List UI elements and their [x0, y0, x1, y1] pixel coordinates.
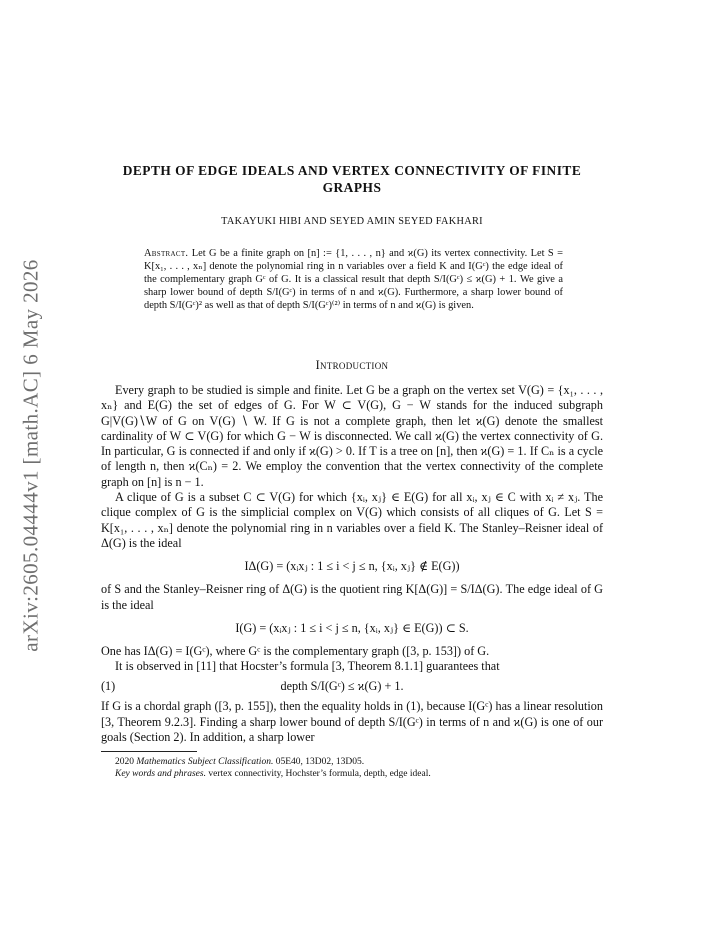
intro-paragraph-6: If G is a chordal graph ([3, p. 155]), then the equality holds in (1), because I(Gᶜ) has a linear resolution [3, Theorem 9.2.3]. Finding a sharp lower bound of depth S/I(Gᶜ) in terms of n and ϰ(G) is one of our goals (Section 2). In addition, a sharp lower [101, 699, 603, 745]
footnote-msc-year: 2020 [115, 757, 134, 768]
footnote-keywords-text: vertex connectivity, Hochster’s formula, depth, edge ideal. [208, 769, 431, 780]
abstract-label: Abstract. [144, 248, 189, 259]
intro-paragraph-4: One has IΔ(G) = I(Gᶜ), where Gᶜ is the complementary graph ([3, p. 153]) of G. [101, 643, 490, 658]
equation-1-number: (1) [101, 679, 116, 694]
abstract [144, 247, 563, 312]
arxiv-stamp-text: arXiv:2605.04444v1 [math.AC] 6 May 2026 [18, 258, 43, 652]
footnote-keywords [101, 768, 603, 780]
footnote-msc-codes: 05E40, 13D02, 13D05. [275, 757, 365, 768]
arxiv-stamp [8, 245, 54, 665]
footnote-keywords-label: Key words and phrases. [115, 769, 206, 780]
intro-paragraph-2: A clique of G is a subset C ⊂ V(G) for which {xᵢ, xⱼ} ∈ E(G) for all xᵢ, xⱼ ∈ C with xᵢ ≠ xⱼ. The clique complex of G is the simplicial complex on V(G) which consists of all cliques of G. Let S = K[x₁, . . . , xₙ] denote the polynomial ring in n variables over a field K. The Stanley–Reisner ideal of Δ(G) is the ideal [101, 490, 603, 550]
footnote-msc-label: Mathematics Subject Classification. [136, 757, 274, 768]
equation-1-body: depth S/I(Gᶜ) ≤ ϰ(G) + 1. [280, 679, 404, 694]
paper-page [101, 162, 603, 780]
intro-paragraph-5: It is observed in [11] that Hocster’s formula [3, Theorem 8.1.1] guarantees that [115, 659, 500, 674]
abstract-text: Let G be a finite graph on [n] := {1, . . . , n} and ϰ(G) its vertex connectivity. Let S = K[x₁, . . . , xₙ] denote the polynomial ring in n variables over a field K and I(Gᶜ) the edge ideal of the complementary graph Gᶜ of G. It is a classical result that depth S/I(Gᶜ) ≤ ϰ(G) + 1. We give a sharp lower bound of depth S/I(Gᶜ) in terms of n and ϰ(G). Furthermore, a sharp lower bound of depth S/I(Gᶜ)² as well as that of depth S/I(Gᶜ)⁽²⁾ in terms of n and ϰ(G) is given. [144, 248, 563, 311]
paper-title: DEPTH OF EDGE IDEALS AND VERTEX CONNECTIVITY OF FINITE GRAPHS [122, 163, 582, 195]
paper-authors: TAKAYUKI HIBI AND SEYED AMIN SEYED FAKHARI [221, 216, 483, 227]
equation-stanley-reisner-ideal: IΔ(G) = (xᵢxⱼ : 1 ≤ i < j ≤ n, {xᵢ, xⱼ} ∉ E(G)) [244, 559, 460, 574]
footnote-msc [101, 756, 603, 768]
intro-paragraph-3: of S and the Stanley–Reisner ring of Δ(G) is the quotient ring K[Δ(G)] = S/IΔ(G). The edge ideal of G is the ideal [101, 582, 603, 612]
footnote-rule [101, 751, 197, 752]
intro-paragraph-1: Every graph to be studied is simple and finite. Let G be a graph on the vertex set V(G) = {x₁, . . . , xₙ} and E(G) the set of edges of G. For W ⊂ V(G), G − W stands for the induced subgraph G|V(G)∖W of G on V(G) ∖ W. If G is not a complete graph, then let ϰ(G) denote the smallest cardinality of W ⊂ V(G) for which G − W is disconnected. We call ϰ(G) the vertex connectivity of G. In particular, G is connected if and only if ϰ(G) > 0. If T is a tree on [n], then ϰ(G) = 1. If Cₙ is a cycle of length n, then ϰ(Cₙ) = 2. We employ the convention that the vertex connectivity of the complete graph on [n] is n − 1. [101, 383, 603, 489]
section-heading-introduction: Introduction [315, 358, 389, 372]
equation-edge-ideal: I(G) = (xᵢxⱼ : 1 ≤ i < j ≤ n, {xᵢ, xⱼ} ∈ E(G)) ⊂ S. [235, 620, 469, 635]
equation-1 [101, 679, 603, 694]
